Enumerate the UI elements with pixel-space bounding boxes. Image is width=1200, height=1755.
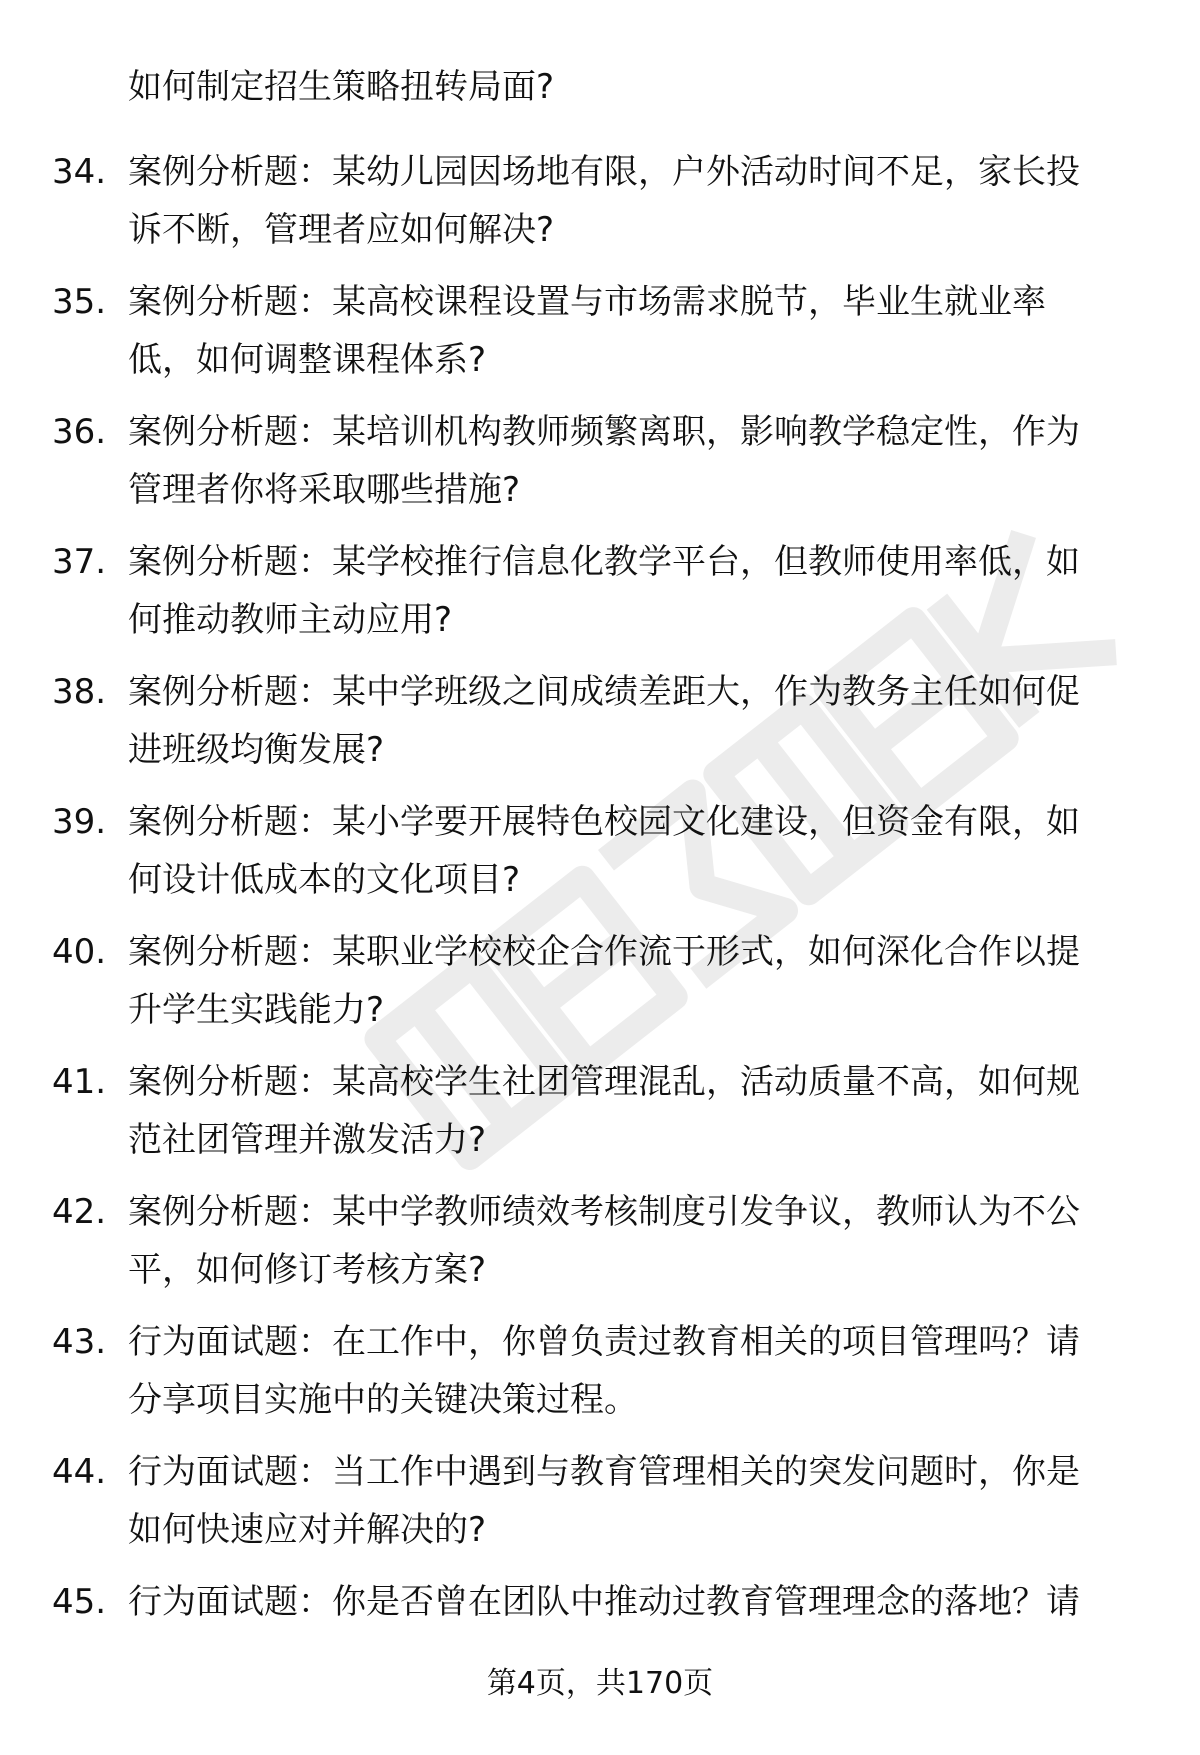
list-item [0,273,1200,403]
question-number: 44. [52,1452,107,1492]
page-number-footer: 第4页，共170页 [486,1666,714,1701]
question-line: 范社团管理并激发活力? [128,1120,487,1160]
question-line: 案例分析题：某幼儿园因场地有限，户外活动时间不足，家长投 [128,152,1080,192]
question-number: 45. [52,1582,107,1622]
question-line: 案例分析题：某中学教师绩效考核制度引发争议，教师认为不公 [128,1192,1080,1232]
question-line: 管理者你将采取哪些措施? [128,470,521,510]
question-number: 40. [52,932,107,972]
list-item [0,143,1200,273]
question-text [128,1573,1138,1631]
question-line: 案例分析题：某职业学校校企合作流于形式，如何深化合作以提 [128,932,1080,972]
list-item [0,1313,1200,1443]
question-text [128,793,1138,909]
question-text [128,923,1138,1039]
question-number: 41. [52,1062,107,1102]
continuation-line: 如何制定招生策略扭转局面? [128,67,555,107]
list-item [0,1053,1200,1183]
question-number: 35. [52,282,107,322]
question-line: 案例分析题：某小学要开展特色校园文化建设，但资金有限，如 [128,802,1080,842]
question-line: 案例分析题：某培训机构教师频繁离职，影响教学稳定性，作为 [128,412,1080,452]
question-line: 分享项目实施中的关键决策过程。 [128,1380,638,1420]
question-line: 何推动教师主动应用? [128,600,453,640]
question-line: 升学生实践能力? [128,990,385,1030]
list-item [0,793,1200,923]
question-number: 43. [52,1322,107,1362]
question-text [128,1443,1138,1559]
list-item [0,1183,1200,1313]
question-number: 36. [52,412,107,452]
question-number: 37. [52,542,107,582]
question-text [128,533,1138,649]
question-line: 案例分析题：某高校学生社团管理混乱，活动质量不高，如何规 [128,1062,1080,1102]
question-text [128,1183,1138,1299]
question-number: 42. [52,1192,107,1232]
question-line: 如何快速应对并解决的? [128,1510,487,1550]
question-number: 38. [52,672,107,712]
list-item [0,923,1200,1053]
question-line: 诉不断，管理者应如何解决? [128,210,555,250]
question-line: 平，如何修订考核方案? [128,1250,487,1290]
question-line: 案例分析题：某学校推行信息化教学平台，但教师使用率低，如 [128,542,1080,582]
list-item [0,533,1200,663]
question-line: 低，如何调整课程体系? [128,340,487,380]
list-item [0,403,1200,533]
question-text [128,1053,1138,1169]
question-text [128,1313,1138,1429]
question-line: 进班级均衡发展? [128,730,385,770]
question-line: 行为面试题：当工作中遇到与教育管理相关的突发问题时，你是 [128,1452,1080,1492]
question-number: 39. [52,802,107,842]
list-item [0,1443,1200,1573]
question-list [0,143,1200,1703]
question-text [128,403,1138,519]
question-text [128,663,1138,779]
question-line: 案例分析题：某中学班级之间成绩差距大，作为教务主任如何促 [128,672,1080,712]
list-item [0,663,1200,793]
question-line: 案例分析题：某高校课程设置与市场需求脱节，毕业生就业率 [128,282,1046,322]
question-line: 何设计低成本的文化项目? [128,860,521,900]
question-line: 行为面试题：在工作中，你曾负责过教育相关的项目管理吗？请 [128,1322,1080,1362]
question-text [128,273,1138,389]
question-number: 34. [52,152,107,192]
question-text [128,143,1138,259]
question-line: 行为面试题：你是否曾在团队中推动过教育管理理念的落地？请 [128,1582,1080,1622]
